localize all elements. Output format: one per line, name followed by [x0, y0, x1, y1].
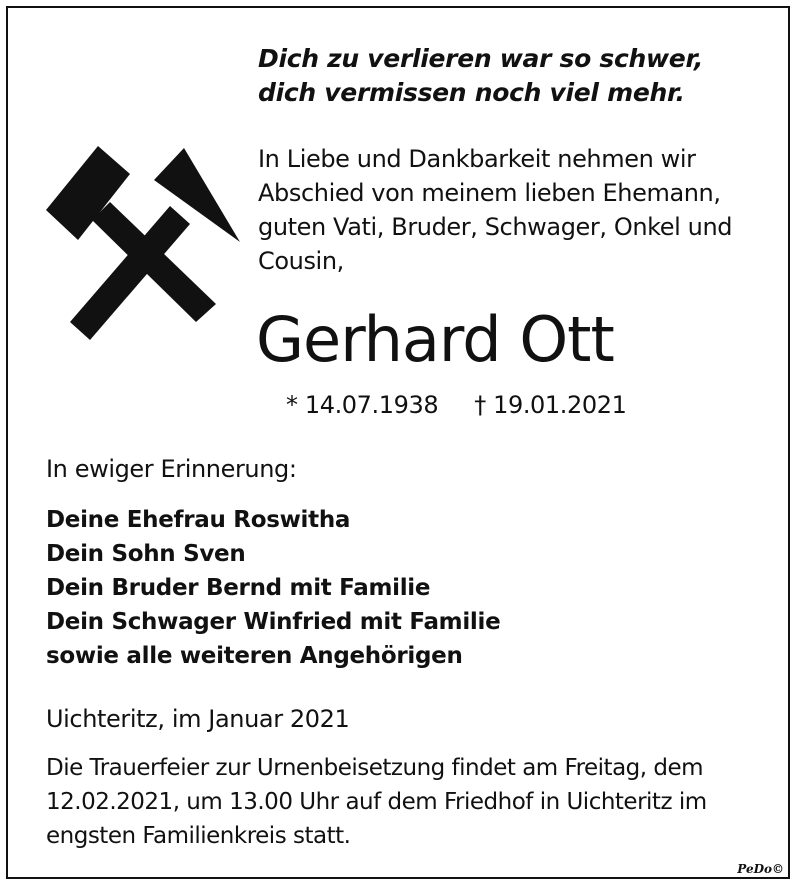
intro-line: Abschied von meinem lieben Ehemann, — [258, 179, 721, 207]
intro-line: guten Vati, Bruder, Schwager, Onkel und — [258, 213, 733, 241]
ceremony-line: Die Trauerfeier zur Urnenbeisetzung findet am Freitag, dem — [46, 755, 704, 781]
death-date: † 19.01.2021 — [474, 391, 627, 419]
memory-label: In ewiger Erinnerung: — [46, 455, 297, 483]
mourner-item: Dein Sohn Sven — [46, 541, 246, 567]
mourners-list — [46, 503, 500, 673]
place-date: Uichteritz, im Januar 2021 — [46, 705, 350, 733]
birth-date: * 14.07.1938 — [286, 391, 439, 419]
ceremony-line: engsten Familienkreis statt. — [46, 823, 351, 849]
mourner-item: Dein Bruder Bernd mit Familie — [46, 575, 431, 601]
intro-text — [258, 142, 732, 278]
ceremony-info — [46, 751, 707, 853]
life-dates — [286, 388, 627, 422]
poem-line: Dich zu verlieren war so schwer, — [258, 44, 704, 73]
intro-line: Cousin, — [258, 247, 344, 275]
ceremony-line: 12.02.2021, um 13.00 Uhr auf dem Friedhof in Uichteritz im — [46, 789, 707, 815]
poem-verse — [258, 42, 703, 110]
designer-signature: PeDo© — [737, 862, 784, 876]
crossed-hammers-icon — [40, 140, 246, 340]
mourner-item: Deine Ehefrau Roswitha — [46, 507, 351, 533]
mourner-item: sowie alle weiteren Angehörigen — [46, 643, 463, 669]
mourner-item: Dein Schwager Winfried mit Familie — [46, 609, 501, 635]
deceased-name: Gerhard Ott — [256, 303, 614, 376]
poem-line: dich vermissen noch viel mehr. — [258, 78, 685, 107]
intro-line: In Liebe und Dankbarkeit nehmen wir — [258, 145, 696, 173]
notice-border — [6, 6, 790, 879]
